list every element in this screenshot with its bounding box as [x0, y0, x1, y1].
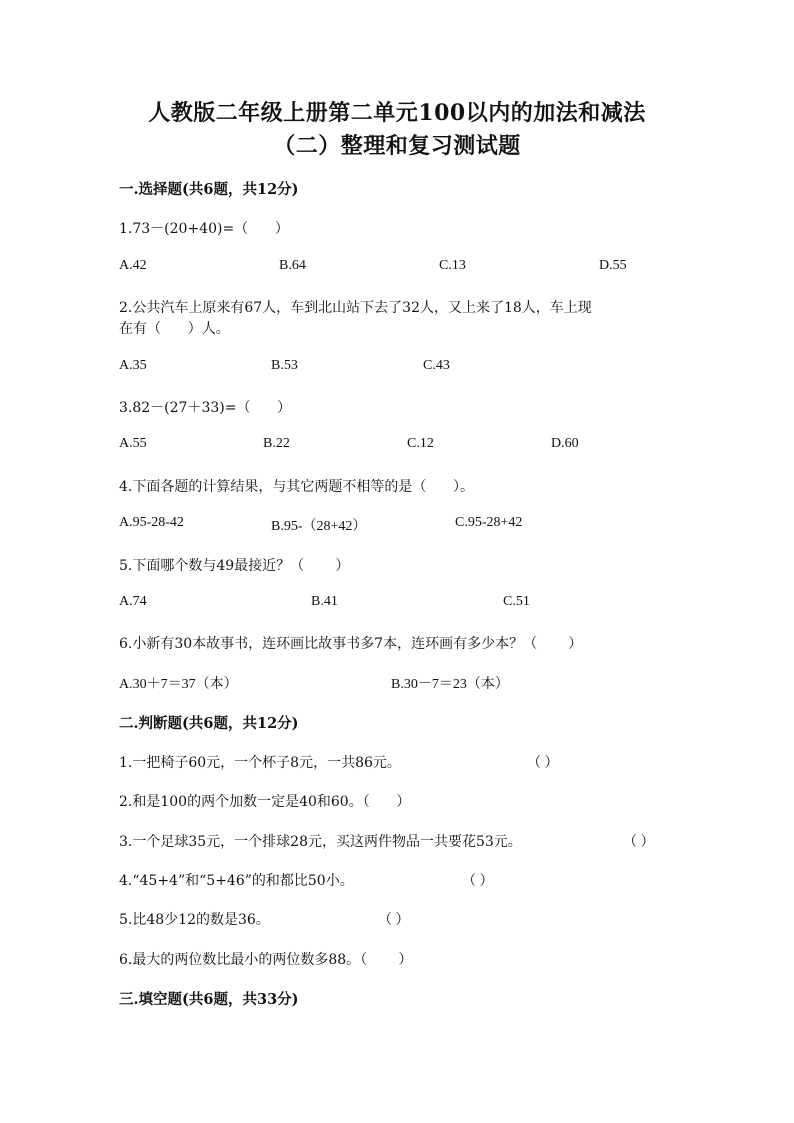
option-1-5-c: C.51 [503, 594, 530, 609]
question-1-4: 4.下面各题的计算结果，与其它两题不相等的是（ ）。 [119, 479, 475, 495]
option-1-5-a: A.74 [119, 594, 147, 609]
judge-5-bracket: （ ） [378, 913, 410, 928]
question-1-3: 3.82－(27＋33)=（ ） [119, 400, 292, 416]
judge-2: 2.和是100的两个加数一定是40和60。（ ） [119, 794, 411, 810]
question-1-2-line2: 在有（ ）人。 [119, 321, 230, 337]
judge-3-bracket: （ ） [623, 835, 655, 850]
option-1-6-b: B.30－7＝23（本） [391, 677, 509, 692]
judge-4-bracket: （ ） [462, 874, 494, 889]
judge-3: 3.一个足球35元，一个排球28元，买这两件物品一共要花53元。 [119, 834, 522, 850]
question-1-1: 1.73－(20+40)=（ ） [119, 221, 289, 237]
option-1-1-a: A.42 [119, 258, 147, 273]
judge-1-bracket: （ ） [527, 756, 559, 771]
option-1-3-a: A.55 [119, 436, 147, 451]
option-1-3-b: B.22 [263, 436, 290, 451]
option-1-1-d: D.55 [599, 258, 627, 273]
option-1-2-a: A.35 [119, 358, 147, 373]
option-1-3-c: C.12 [407, 436, 434, 451]
judge-6: 6.最大的两位数比最小的两位数多88。（ ） [119, 952, 413, 968]
title-line-2: （二）整理和复习测试题 [273, 133, 521, 159]
option-1-4-a: A.95-28-42 [119, 515, 184, 530]
section-heading-fill: 三.填空题(共6题，共33分) [119, 991, 299, 1008]
option-1-5-b: B.41 [311, 594, 338, 609]
option-1-1-b: B.64 [279, 258, 306, 273]
option-1-4-b: B.95-（28+42） [271, 519, 367, 534]
option-1-1-c: C.13 [439, 258, 466, 273]
question-1-2-line1: 2.公共汽车上原来有67人，车到北山站下去了32人，又上来了18人，车上现 [119, 300, 592, 316]
judge-1: 1.一把椅子60元，一个杯子8元，一共86元。 [119, 755, 401, 771]
section-heading-judge: 二.判断题(共6题，共12分) [119, 715, 299, 732]
option-1-3-d: D.60 [551, 436, 579, 451]
option-1-2-c: C.43 [423, 358, 450, 373]
judge-4: 4.“45+4”和“5+46”的和都比50小。 [119, 873, 354, 889]
option-1-6-a: A.30＋7＝37（本） [119, 677, 238, 692]
title-line-1: 人教版二年级上册第二单元100以内的加法和减法 [148, 100, 646, 126]
judge-5: 5.比48少12的数是36。 [119, 912, 270, 928]
option-1-2-b: B.53 [271, 358, 298, 373]
question-1-5: 5.下面哪个数与49最接近？（ ） [119, 558, 350, 574]
question-1-6: 6.小新有30本故事书，连环画比故事书多7本，连环画有多少本？（ ） [119, 636, 583, 652]
option-1-4-c: C.95-28+42 [455, 515, 523, 530]
section-heading-choice: 一.选择题(共6题，共12分) [119, 181, 299, 198]
